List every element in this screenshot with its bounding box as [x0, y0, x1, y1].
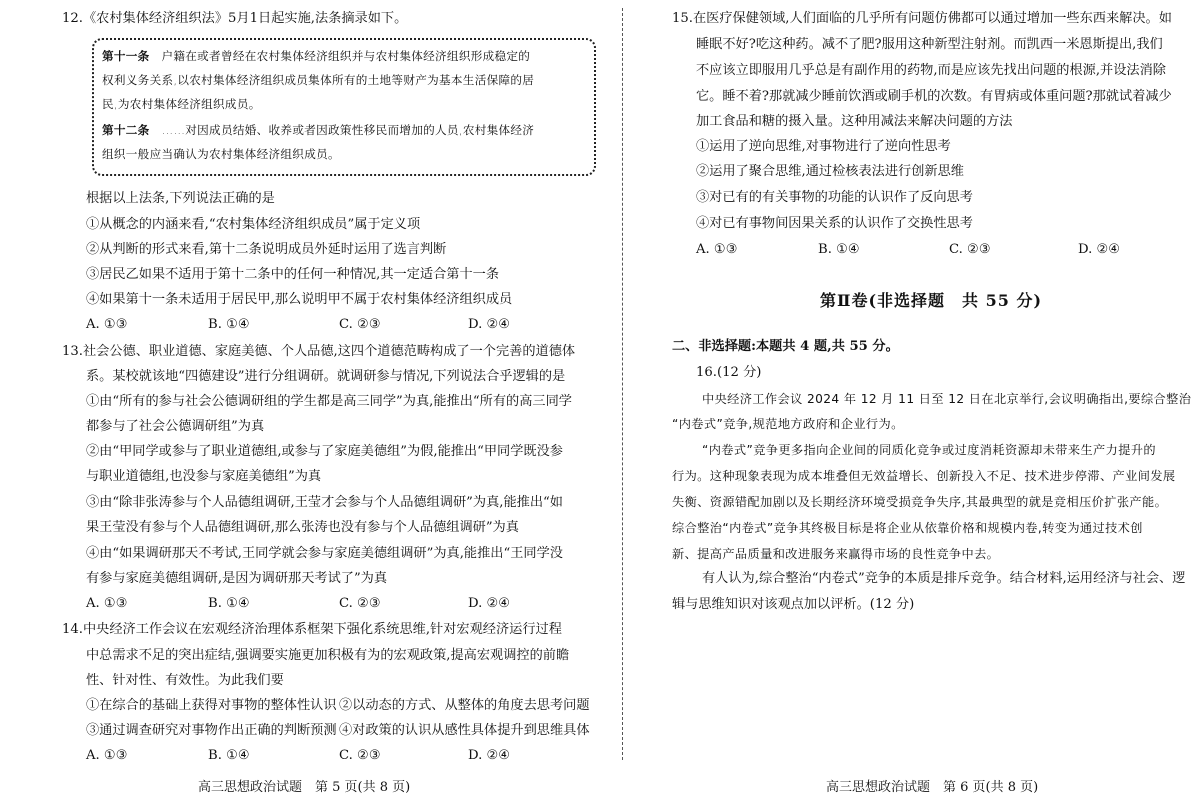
- article12-line1: [102, 122, 534, 138]
- q15-line2: 睡眠不好?吃这种药。减不了肥?服用这种新型注射剂。而凯西一米恩斯提出,我们: [696, 37, 1163, 52]
- q14-item-2: ②以动态的方式、从整体的角度去思考问题: [339, 698, 590, 713]
- article11-title: 第十一条: [102, 49, 150, 63]
- q12-option-d[interactable]: D. ②④: [468, 317, 511, 332]
- page-divider: [622, 8, 623, 760]
- q15-option-b[interactable]: B. ①④: [818, 242, 860, 257]
- q15-option-d[interactable]: D. ②④: [1078, 242, 1121, 257]
- article11-line1: [102, 48, 530, 64]
- q16-p2-line4: 综合整治“内卷式”竞争其终极目标是将企业从依靠价格和规模内卷,转变为通过技术创: [672, 521, 1143, 535]
- q12-option-c[interactable]: C. ②③: [339, 317, 381, 332]
- part2-title: 第Ⅱ卷(非选择题 共 55 分): [820, 291, 1043, 310]
- right-page-footer: 高三思想政治试题 第 6 页(共 8 页): [826, 780, 1039, 795]
- q13-line1: 13.社会公德、职业道德、家庭美德、个人品德,这四个道德范畴构成了一个完善的道德体: [62, 344, 576, 359]
- article12-text1: ……对因成员结婚、收养或者因政策性移民而增加的人员,农村集体经济: [161, 123, 535, 137]
- q13-item1-b: 都参与了社会公德调研组”为真: [86, 419, 265, 434]
- q13-option-b[interactable]: B. ①④: [208, 596, 250, 611]
- q14-line3: 性、针对性、有效性。为此我们要: [86, 673, 284, 688]
- q16-p2-line3: 失衡、资源错配加剧以及长期经济环境受损竞争失序,其最典型的就是竞相压价扩张产能。: [672, 495, 1168, 509]
- q12-item-3: ③居民乙如果不适用于第十二条中的任何一种情况,其一定适合第十一条: [86, 267, 500, 282]
- q15-line4: 它。睡不着?那就减少睡前饮酒或刷手机的次数。有胃病或体重问题?那就试着减少: [696, 89, 1172, 104]
- q15-item-4: ④对已有事物间因果关系的认识作了交换性思考: [696, 216, 973, 231]
- q15-line1: 15.在医疗保健领域,人们面临的几乎所有问题仿佛都可以通过增加一些东西来解决。如: [672, 11, 1172, 26]
- q14-option-c[interactable]: C. ②③: [339, 748, 381, 763]
- q15-item-1: ①运用了逆向思维,对事物进行了逆向性思考: [696, 139, 951, 154]
- q13-item4-a: ④由“如果调研那天不考试,王同学就会参与家庭美德组调研”为真,能推出“王同学没: [86, 546, 563, 561]
- q13-item1-a: ①由“所有的参与社会公德调研组的学生都是高三同学”为真,能推出“所有的高三同学: [86, 394, 572, 409]
- q14-option-d[interactable]: D. ②④: [468, 748, 511, 763]
- q15-line5: 加工食品和糖的摄入量。这种用减法来解决问题的方法: [696, 114, 1013, 129]
- article11-line2: 权利义务关系,以农村集体经济组织成员集体所有的土地等财产为基本生活保障的居: [102, 73, 535, 87]
- article12-title: 第十二条: [102, 123, 150, 137]
- q14-option-a[interactable]: A. ①③: [86, 748, 128, 763]
- q13-item3-b: 果王莹没有参与个人品德组调研,那么张涛也没有参与个人品德组调研”为真: [86, 520, 519, 535]
- q15-item-3: ③对已有的有关事物的功能的认识作了反向思考: [696, 190, 973, 205]
- q14-line1: 14.中央经济工作会议在宏观经济治理体系框架下强化系统思维,针对宏观经济运行过程: [62, 622, 562, 637]
- q13-line2: 系。某校就该地“四德建设”进行分组调研。就调研参与情况,下列说法合乎逻辑的是: [86, 369, 566, 384]
- q13-item2-b: 与职业道德组,也没参与家庭美德组”为真: [86, 469, 322, 484]
- q13-item3-a: ③由“除非张涛参与个人品德组调研,王莹才会参与个人品德组调研”为真,能推出“如: [86, 495, 563, 510]
- q16-p2-line1: “内卷式”竞争更多指向企业间的同质化竞争或过度消耗资源却未带来生产力提升的: [702, 443, 1156, 457]
- q12-item-4: ④如果第十一条未适用于居民甲,那么说明甲不属于农村集体经济组织成员: [86, 292, 513, 307]
- q14-item-3: ③通过调查研究对事物作出正确的判断预测: [86, 723, 337, 738]
- law-excerpt-box: [92, 38, 596, 176]
- q13-option-d[interactable]: D. ②④: [468, 596, 511, 611]
- q12-ask: 根据以上法条,下列说法正确的是: [86, 191, 275, 206]
- q12-stem: 12.《农村集体经济组织法》5月1日起实施,法条摘录如下。: [62, 11, 408, 26]
- q15-option-c[interactable]: C. ②③: [949, 242, 991, 257]
- q14-item-1: ①在综合的基础上获得对事物的整体性认识: [86, 698, 337, 713]
- q12-option-b[interactable]: B. ①④: [208, 317, 250, 332]
- left-page-footer: 高三思想政治试题 第 5 页(共 8 页): [198, 780, 411, 795]
- q16-p3-line2: 辑与思维知识对该观点加以评析。(12 分): [672, 597, 915, 612]
- q16-p3-line1: 有人认为,综合整治“内卷式”竞争的本质是排斥竞争。结合材料,运用经济与社会、逻: [702, 571, 1186, 586]
- q14-option-b[interactable]: B. ①④: [208, 748, 250, 763]
- q15-option-a[interactable]: A. ①③: [696, 242, 738, 257]
- article12-line2: 组织一般应当确认为农村集体经济组织成员。: [102, 147, 340, 161]
- q12-item-2: ②从判断的形式来看,第十二条说明成员外延时运用了选言判断: [86, 242, 447, 257]
- q16-p2-line5: 新、提高产品质量和改进服务来赢得市场的良性竞争中去。: [672, 547, 1000, 561]
- q15-item-2: ②运用了聚合思维,通过检核表法进行创新思维: [696, 164, 964, 179]
- q15-line3: 不应该立即服用几乎总是有副作用的药物,而是应该先找出问题的根源,并设法消除: [696, 63, 1166, 78]
- q12-item-1: ①从概念的内涵来看,“农村集体经济组织成员”属于定义项: [86, 217, 421, 232]
- q16-number: 16.(12 分): [696, 365, 762, 380]
- q13-option-a[interactable]: A. ①③: [86, 596, 128, 611]
- section2-heading: 二、非选择题:本题共 4 题,共 55 分。: [672, 339, 899, 354]
- q14-line2: 中总需求不足的突出症结,强调要实施更加积极有为的宏观政策,提高宏观调控的前瞻: [86, 648, 570, 663]
- q13-item2-a: ②由“甲同学或参与了职业道德组,或参与了家庭美德组”为假,能推出“甲同学既没参: [86, 444, 563, 459]
- article11-line3: 民,为农村集体经济组织成员。: [102, 97, 261, 111]
- q16-p1-line1: 中央经济工作会议 2024 年 12 月 11 日至 12 日在北京举行,会议明确指出,要综合整治: [702, 392, 1192, 406]
- q14-item-4: ④对政策的认识从感性具体提升到思维具体: [339, 723, 590, 738]
- q16-p2-line2: 行为。这种现象表现为成本堆叠但无效益增长、创新投入不足、技术进步停滞、产业间发展: [672, 469, 1176, 483]
- q13-option-c[interactable]: C. ②③: [339, 596, 381, 611]
- q13-item4-b: 有参与家庭美德组调研,是因为调研那天考试了”为真: [86, 571, 388, 586]
- article11-text1: 户籍在或者曾经在农村集体经济组织并与农村集体经济组织形成稳定的: [161, 49, 531, 63]
- q12-option-a[interactable]: A. ①③: [86, 317, 128, 332]
- q16-p1-line2: “内卷式”竞争,规范地方政府和企业行为。: [672, 417, 904, 431]
